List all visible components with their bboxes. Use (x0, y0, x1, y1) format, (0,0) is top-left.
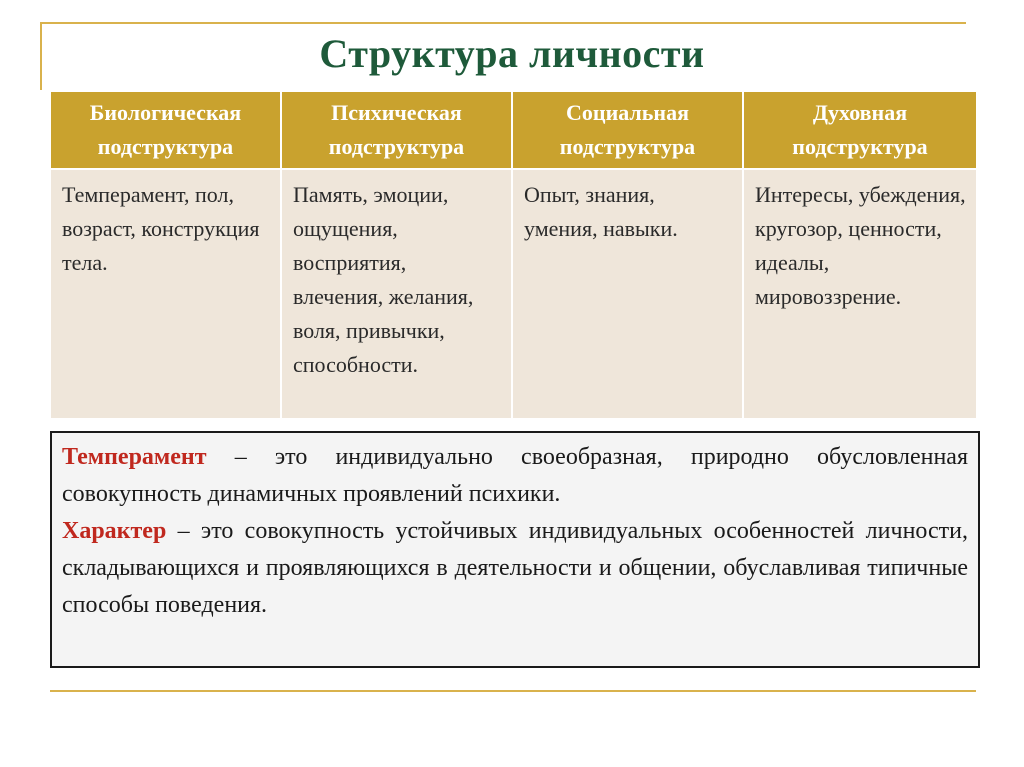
cell-social: Опыт, знания, умения, навыки. (513, 168, 744, 418)
definition-temperament-text: – это индивидуально своеобразная, природно обусловленная совокупность динамичных проявлений психики. (62, 444, 968, 507)
bottom-frame-line (50, 690, 976, 692)
structure-table (51, 92, 976, 418)
term-temperament: Темперамент (62, 444, 207, 470)
definition-character-text: – это совокупность устойчивых индивидуальных особенностей личности, складывающихся и проявляющихся в деятельности и общении, обуславливая типичные способы поведения. (62, 518, 968, 618)
cell-biological: Темперамент, пол, возраст, конструкция тела. (51, 168, 282, 418)
cell-psychic: Память, эмоции, ощущения, восприятия, влечения, желания, воля, привычки, способности. (282, 168, 513, 418)
slide-title: Структура личности (319, 31, 705, 76)
definition-character (62, 513, 968, 624)
header-social: Социальная подструктура (513, 92, 744, 168)
definitions-box (50, 431, 980, 668)
cell-spiritual: Интересы, убеждения, кругозор, ценности, идеалы, мировоззрение. (744, 168, 976, 418)
header-biological: Биологическая подструктура (51, 92, 282, 168)
top-frame-line (40, 22, 966, 24)
header-psychic: Психическая подструктура (282, 92, 513, 168)
term-character: Характер (62, 518, 167, 544)
header-spiritual: Духовная подструктура (744, 92, 976, 168)
table-header-row (51, 92, 976, 168)
table-row (51, 168, 976, 418)
definition-temperament (62, 439, 968, 513)
